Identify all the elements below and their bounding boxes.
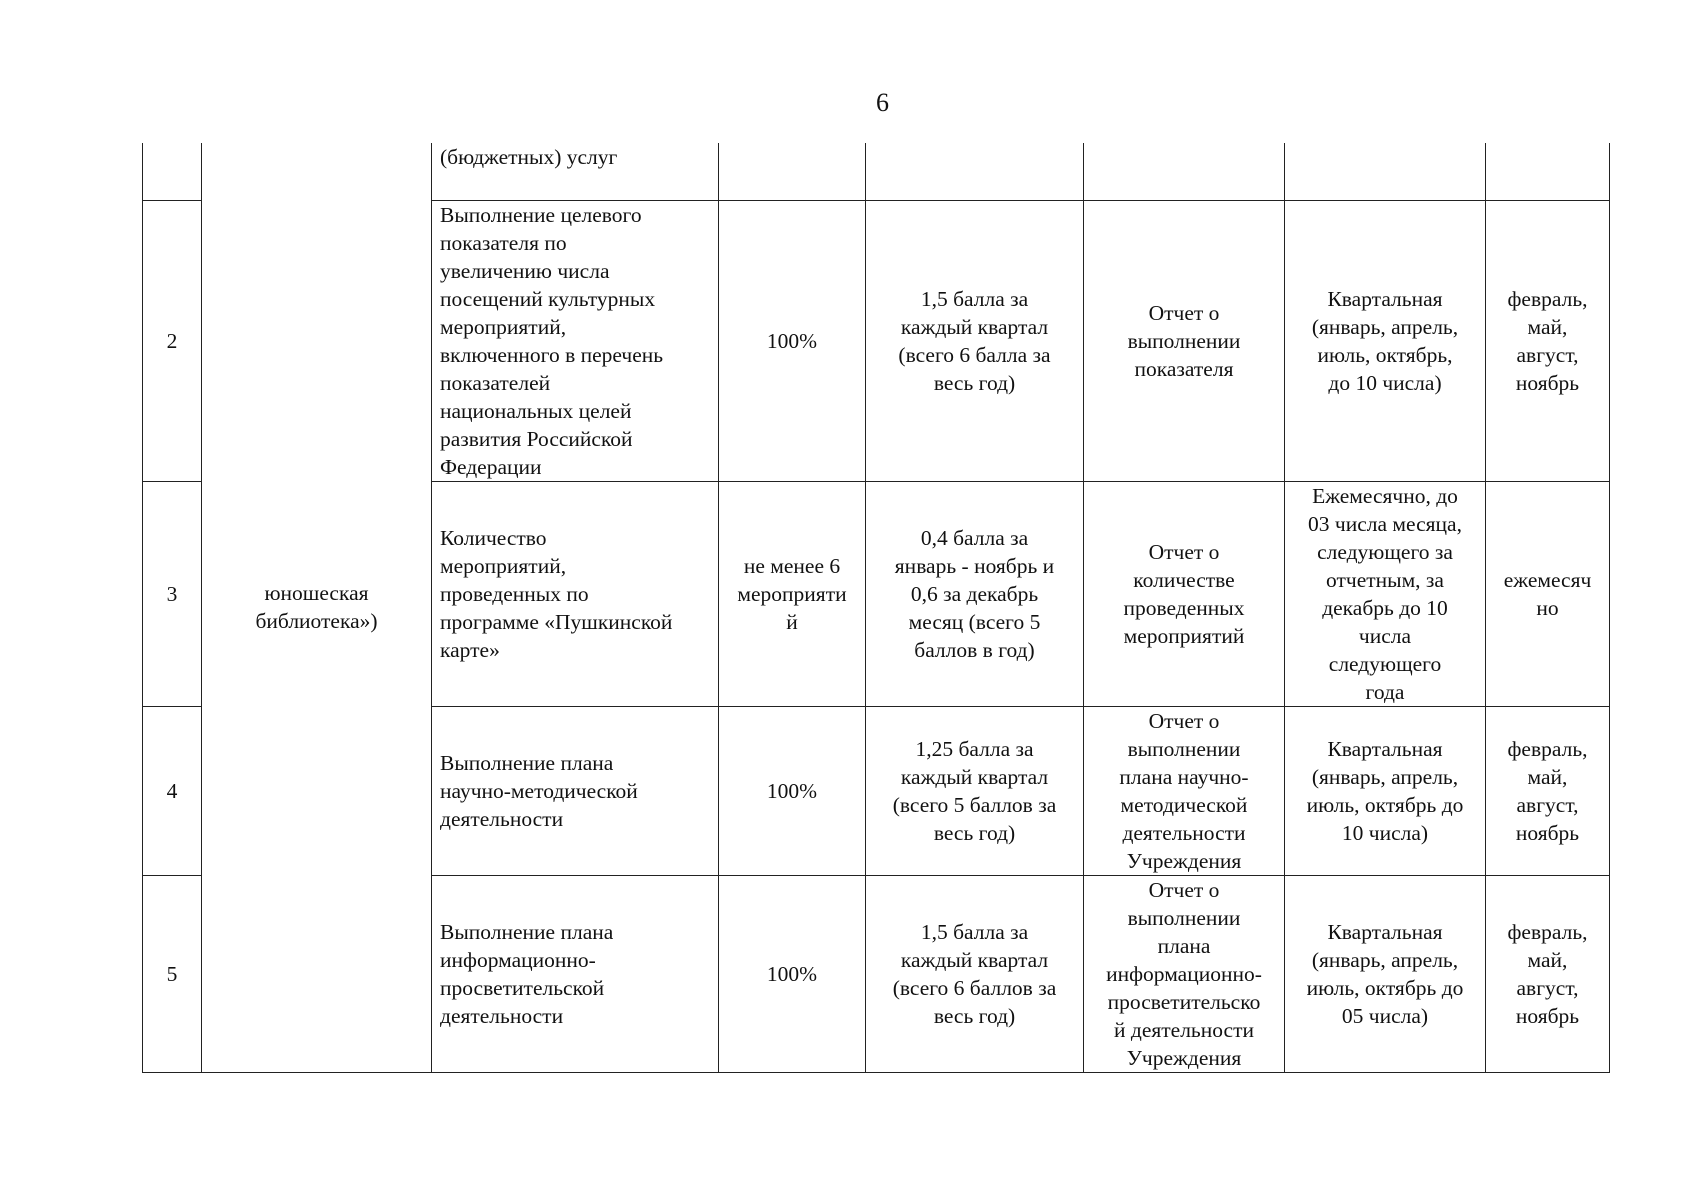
cell-indicator-name: Выполнение целевого показателя по увеличению числа посещений культурных мероприятий, включенного в перечень показателей национальных целей развития Российской Федерации: [432, 200, 719, 481]
cell-target: 100%: [719, 706, 866, 875]
cell-target: [719, 143, 866, 200]
cell-score: [866, 143, 1084, 200]
cell-score: 1,5 балла за каждый квартал (всего 6 балла за весь год): [866, 200, 1084, 481]
cell-organization: [202, 143, 432, 1072]
cell-report: Отчет о количестве проведенных мероприятий: [1084, 481, 1285, 706]
cell-num: 5: [143, 875, 202, 1072]
cell-report: Отчет о выполнении показателя: [1084, 200, 1285, 481]
cell-indicator-name: Количество мероприятий, проведенных по программе «Пушкинской карте»: [432, 481, 719, 706]
cell-num: 3: [143, 481, 202, 706]
cell-score: 0,4 балла за январь - ноябрь и 0,6 за декабрь месяц (всего 5 баллов в год): [866, 481, 1084, 706]
cell-months: ежемесяч но: [1486, 481, 1610, 706]
organization-name: юношеская библиотека»): [255, 581, 378, 634]
cell-num: 4: [143, 706, 202, 875]
indicators-table: [142, 143, 1610, 1073]
cell-num: 2: [143, 200, 202, 481]
cell-report: Отчет о выполнении плана информационно- просветительско й деятельности Учреждения: [1084, 875, 1285, 1072]
cell-indicator-name: Выполнение плана научно-методической деятельности: [432, 706, 719, 875]
cell-report: [1084, 143, 1285, 200]
cell-months: февраль, май, август, ноябрь: [1486, 706, 1610, 875]
cell-target: 100%: [719, 875, 866, 1072]
cell-months: февраль, май, август, ноябрь: [1486, 200, 1610, 481]
cell-indicator-name: (бюджетных) услуг: [432, 143, 719, 200]
cell-indicator-name: Выполнение плана информационно- просветительской деятельности: [432, 875, 719, 1072]
table-row: [143, 143, 1610, 200]
cell-target: не менее 6 мероприяти й: [719, 481, 866, 706]
cell-months: февраль, май, август, ноябрь: [1486, 875, 1610, 1072]
cell-frequency: Квартальная (январь, апрель, июль, октябрь до 05 числа): [1285, 875, 1486, 1072]
cell-num: [143, 143, 202, 200]
page-number: 6: [876, 88, 889, 117]
cell-months: [1486, 143, 1610, 200]
cell-frequency: Квартальная (январь, апрель, июль, октябрь, до 10 числа): [1285, 200, 1486, 481]
cell-report: Отчет о выполнении плана научно- методической деятельности Учреждения: [1084, 706, 1285, 875]
cell-frequency: Ежемесячно, до 03 числа месяца, следующего за отчетным, за декабрь до 10 числа следующего года: [1285, 481, 1486, 706]
cell-frequency: Квартальная (январь, апрель, июль, октябрь до 10 числа): [1285, 706, 1486, 875]
cell-score: 1,5 балла за каждый квартал (всего 6 баллов за весь год): [866, 875, 1084, 1072]
cell-target: 100%: [719, 200, 866, 481]
cell-frequency: [1285, 143, 1486, 200]
cell-score: 1,25 балла за каждый квартал (всего 5 баллов за весь год): [866, 706, 1084, 875]
